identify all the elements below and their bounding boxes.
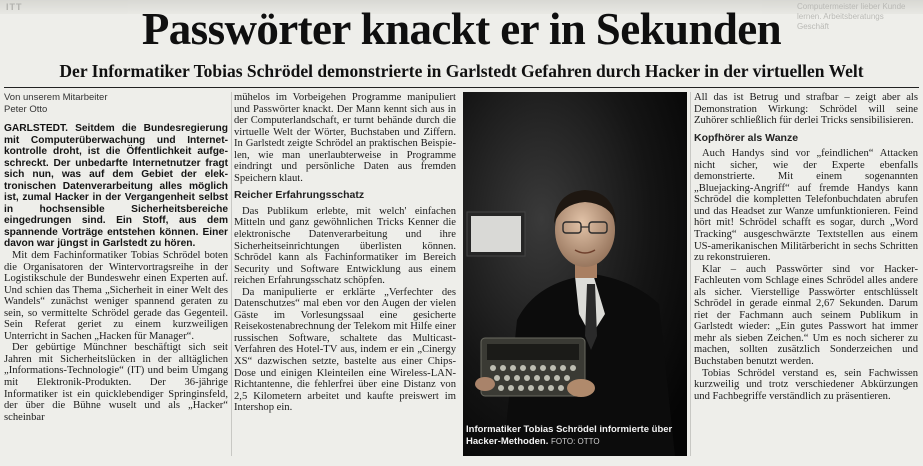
column-4 bbox=[694, 92, 918, 402]
byline-author: Peter Otto bbox=[4, 103, 48, 115]
byline bbox=[4, 92, 228, 115]
photo-credit: FOTO: OTTO bbox=[551, 436, 600, 446]
article-subheadline: Der Informatiker Tobias Schrödel demonstrierte in Garlstedt Gefahren durch Hacker in der virtuellen Welt bbox=[59, 61, 864, 81]
column-divider bbox=[231, 92, 232, 456]
paragraph: mühelos im Vorbeigehen Programme manipuliert und Passwörter knackt. Der Mann kennt sich aus in der Computerlandschaft, er turnt behände durch die virtuelle Welt der Wörter, Buchstaben und Ziffern. In Garlstedt zeigte Schrödel an praktischen Beispielen, wie man unerlaubterweise in Programme eindringt und persönliche Daten aus fremden Speichern klaut. bbox=[234, 92, 456, 184]
column-1 bbox=[4, 92, 228, 423]
section-subheading: Kopfhörer als Wanze bbox=[694, 131, 799, 144]
bleed-left-text: ITT bbox=[6, 2, 23, 12]
paragraph: Mit dem Fachinformatiker Tobias Schrödel boten die Organisatoren der Wintervortragsreihe in der Logistikschule der Bundeswehr einen Experten auf. Und schien das Thema „Sicherheit in einer Welt des Wandels“ zunächst weniger spannend geraten zu sein, so vermittelte Schrödel gerade das Gegenteil. Sein Referat geriet zu einem kurzweiligen Unterricht in Sachen „Hacken für Manager“. bbox=[4, 250, 228, 342]
paragraph: Da manipulierte er erklärte „Verfechter des Datenschutzes“ mal eben vor den Augen der vielen Gäste im Vorlesungssaal eine gesicherte Reisekostenabrechnung der Telekom mit Hilfe einer russischen Software, schaltete das Multicast-Verfahren des Hotel-TV aus, indem er ein „Cinergy XS“ dazwischen setzte, bastelte aus einer Chips-Dose und einigen Kleinteilen eine Wireless-LAN-Richtantenne, die fehlerfrei über eine Distanz von 2,5 Kilometern arbeitet und kaufte preiswert im Intershop ein. bbox=[234, 286, 456, 414]
photo-illustration bbox=[463, 92, 687, 456]
column-2 bbox=[234, 92, 456, 414]
article-lead: GARLSTEDT. Seitdem die Bundesregierung mit Computerüberwachung und Internetkontrolle droht, ist die Öffentlichkeit aufgeschreckt. Der unbedarfte Internetnutzer fragt sich nun, was auf dem Gebiet der elektronischen Datenverarbeitung alles möglich ist, zumal Hacker in der Vergangenheit selbst in hochsensible Sicherheitsbereiche eingedrungen sind. Ein Stoff, aus dem spannende Vorträge entstehen können. Einer davon war jüngst in Garlstedt zu hören. bbox=[4, 123, 228, 250]
photo-caption-text: Informatiker Tobias Schrödel informierte über Hacker-Methoden. bbox=[466, 424, 673, 447]
article-photo bbox=[463, 92, 687, 456]
header-rule bbox=[4, 87, 919, 88]
byline-role: Von unserem Mitarbeiter bbox=[4, 92, 108, 103]
bleed-right-text: Computermeister lieber Kunde lernen. Arbeitsberatungs Geschäft bbox=[797, 2, 906, 31]
paragraph: Auch Handys sind vor „feindlichen“ Attacken nicht sicher, wie der Experte ebenfalls demonstrierte. Mit einem sogenannten „Bluejacking-Angriff“ auf fremde Handys kann Schrödel die kompletten Telefonbuchdaten abrufen und das Headset zur Wanze umfunktionieren. Feind hört mit! Schrödel schafft es sogar, durch „Word Tracking“ ausgeschwärzte Textstellen aus einem US-amerikanischen Militärbericht in sechs Schritten zu rekonstruieren. bbox=[694, 148, 918, 264]
paragraph: All das ist Betrug und strafbar – zeigt aber als Demonstration Wirkung: Schrödel will seine Zuhörer schließlich für derlei Tricks sensibilisieren. bbox=[694, 92, 918, 127]
paragraph: Das Publikum erlebte, mit welch' einfachen Mitteln und ganz gewöhnlichen Tricks Kenner die elektronische Datenverarbeitung und ihre Sicherheitseinrichtungen überlisten können. Schrödel kann als Fachinformatiker im Bereich Security und Software Entwicklung aus einem reichen Erfahrungsschatz schöpfen. bbox=[234, 205, 456, 287]
paragraph: Klar – auch Passwörter sind vor Hacker-Fachleuten vom Schlage eines Schrödel alles andere als sicher. Vierstellige Passwörter entschlüsselt Schrödel in gerade einmal 2,67 Sekunden. Darum riet der Fachmann auch seinem Publikum in Garlstedt wieder: „Ein gutes Passwort hat immer mehr als sieben Zeichen.“ Um es noch sicherer zu machen, sollten zusätzlich Sonderzeichen und Buchstaben benutzt werden. bbox=[694, 263, 918, 368]
paragraph: Tobias Schrödel verstand es, sein Fachwissen kurzweilig und trotz verschiedener Abkürzungen und Fachbegriffe verständlich zu präsentieren. bbox=[694, 367, 918, 402]
paragraph: Der gebürtige Münchner beschäftigt sich seit Jahren mit Sicherheitslücken in der alltäglichen „Informations-Technologie“ (IT) und beim Umgang mit Elektronik-Produkten. Der 36-jährige Informatiker ist ein quicklebendiger Springinsfeld, der über die Bühne wuselt und als „Hacker“ scheinbar bbox=[4, 342, 228, 423]
article-headline: Passwörter knackt er in Sekunden bbox=[141, 4, 782, 54]
photo-caption bbox=[466, 424, 686, 447]
section-subheading: Reicher Erfahrungsschatz bbox=[234, 189, 365, 202]
column-divider bbox=[690, 92, 691, 456]
